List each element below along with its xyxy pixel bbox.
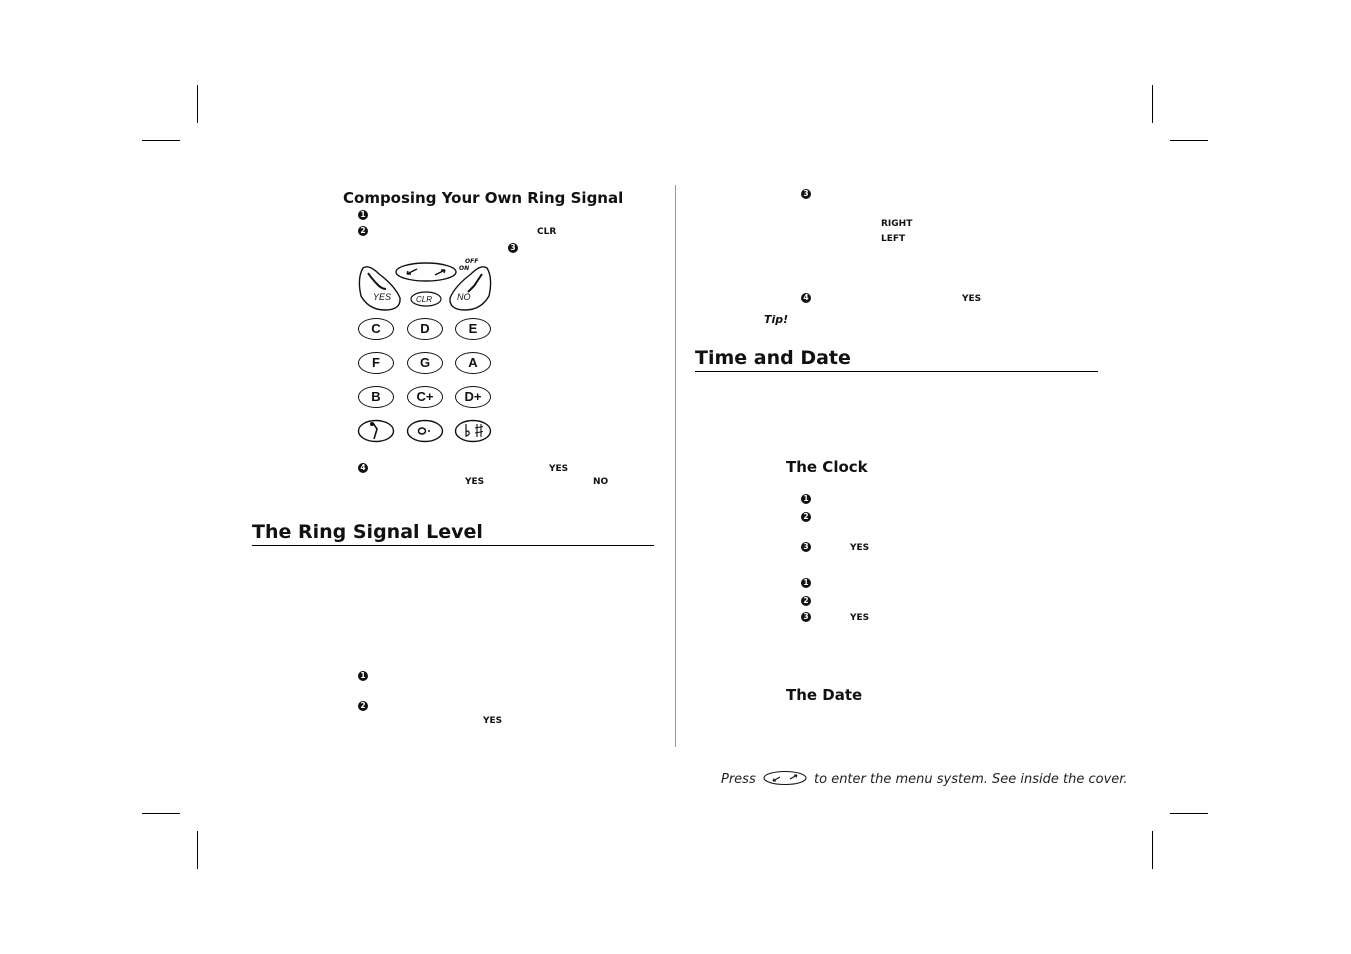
crop-mark xyxy=(1170,140,1208,141)
note-key-c: C xyxy=(358,318,394,340)
step-marker: 1 xyxy=(801,578,811,588)
step-marker: 1 xyxy=(801,494,811,504)
yes-key-label: YES xyxy=(465,477,485,487)
footer-rest: to enter the menu system. See inside the cover. xyxy=(814,772,1128,787)
column-divider xyxy=(675,185,676,747)
step-marker: 4 xyxy=(801,293,811,303)
step-marker: 4 xyxy=(358,463,368,473)
yes-key-label: YES xyxy=(850,613,870,623)
crop-mark xyxy=(1152,85,1153,123)
keypad-symbol-keys xyxy=(355,419,500,447)
date-heading: The Date xyxy=(786,686,863,704)
composing-heading: Composing Your Own Ring Signal xyxy=(343,189,624,207)
note-key-e: E xyxy=(455,318,491,340)
clr-key-label: CLR xyxy=(416,295,433,304)
note-key-b: B xyxy=(358,386,394,408)
step-marker: 1 xyxy=(358,210,368,220)
ring-level-heading: The Ring Signal Level xyxy=(252,521,483,543)
note-key-c-sharp: C+ xyxy=(407,386,443,408)
crop-mark xyxy=(1152,831,1153,869)
step-marker: 1 xyxy=(358,671,368,681)
note-key-d-sharp: D+ xyxy=(455,386,491,408)
tip-label: Tip! xyxy=(764,313,789,326)
keypad-top-keys xyxy=(355,258,500,316)
note-key-d: D xyxy=(407,318,443,340)
on-key-label: ON xyxy=(459,265,470,272)
heading-rule xyxy=(695,371,1098,372)
yes-key-label: YES xyxy=(483,716,503,726)
heading-rule xyxy=(252,545,654,546)
yes-key-label: YES xyxy=(850,543,870,553)
yes-key-label: YES xyxy=(373,292,392,302)
note-key-g: G xyxy=(407,352,443,374)
clr-key-label: CLR xyxy=(537,227,557,237)
note-key-f: F xyxy=(358,352,394,374)
crop-mark xyxy=(142,140,180,141)
step-marker: 3 xyxy=(801,189,811,199)
step-marker: 3 xyxy=(801,542,811,552)
yes-key-label: YES xyxy=(549,464,569,474)
time-date-heading: Time and Date xyxy=(695,347,851,369)
footer-note xyxy=(721,770,1128,787)
keypad-illustration xyxy=(355,258,500,448)
step-marker: 2 xyxy=(801,596,811,606)
step-marker: 2 xyxy=(358,226,368,236)
left-key-label: LEFT xyxy=(881,234,906,244)
step-marker: 2 xyxy=(801,512,811,522)
crop-mark xyxy=(197,831,198,869)
step-marker: 2 xyxy=(358,701,368,711)
footer-press: Press xyxy=(721,772,756,787)
crop-mark xyxy=(142,813,180,814)
step-marker: 3 xyxy=(801,612,811,622)
menu-key-icon xyxy=(762,770,808,786)
right-key-label: RIGHT xyxy=(881,219,913,229)
step-marker: 3 xyxy=(508,243,518,253)
off-key-label: OFF xyxy=(465,258,479,265)
clock-heading: The Clock xyxy=(786,458,868,476)
crop-mark xyxy=(197,85,198,123)
yes-key-label: YES xyxy=(962,294,982,304)
crop-mark xyxy=(1170,813,1208,814)
no-key-label: NO xyxy=(457,292,471,302)
note-key-a: A xyxy=(455,352,491,374)
no-key-label: NO xyxy=(593,477,609,487)
